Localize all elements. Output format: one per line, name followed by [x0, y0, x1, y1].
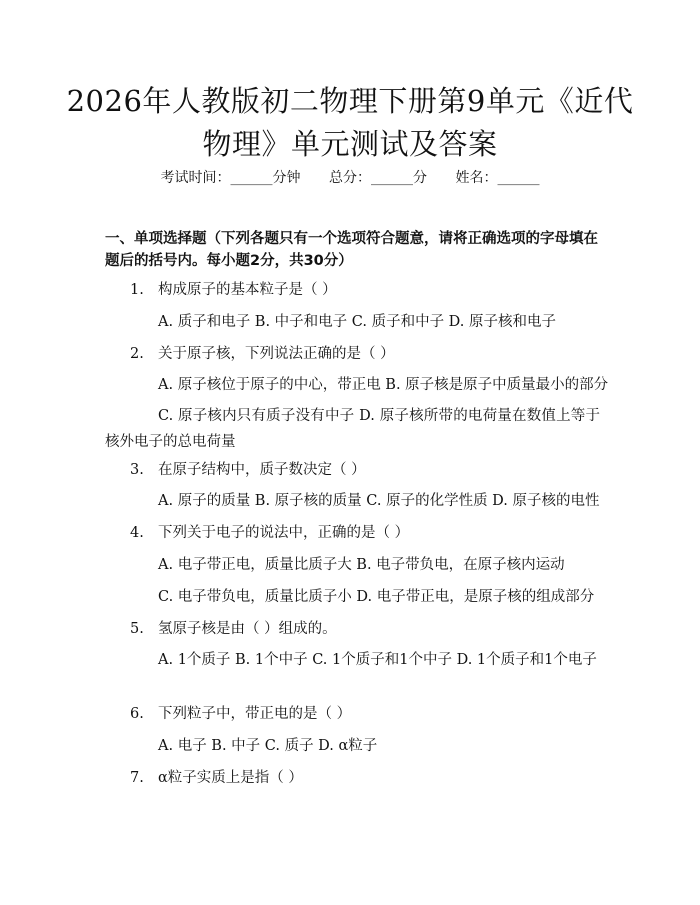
- question-text: 关于原子核，下列说法正确的是（ ）: [158, 346, 395, 362]
- question-options: A. 电子 B. 中子 C. 质子 D. α粒子: [158, 738, 378, 754]
- exam-score: 总分：______分: [329, 170, 427, 186]
- title-line-2: 物理》单元测试及答案: [202, 127, 498, 161]
- section-heading: 一、单项选择题（下列各题只有一个选项符合题意，请将正确选项的字母填在题后的括号内。每小题2分，共30分）: [105, 231, 598, 269]
- question-number: 7.: [130, 770, 144, 786]
- question-number: 3.: [130, 462, 144, 478]
- question-text: 在原子结构中，质子数决定（ ）: [158, 462, 366, 478]
- question-options: A. 质子和电子 B. 中子和电子 C. 质子和中子 D. 原子核和电子: [158, 314, 557, 330]
- student-name: 姓名：______: [455, 170, 540, 186]
- question-text: 下列粒子中，带正电的是（ ）: [158, 706, 352, 722]
- document-title: [60, 80, 640, 166]
- question-text: 下列关于电子的说法中，正确的是（ ）: [158, 525, 410, 541]
- question-options: A. 1个质子 B. 1个中子 C. 1个质子和1个中子 D. 1个质子和1个电子: [158, 652, 597, 668]
- question-number: 5.: [130, 621, 144, 637]
- question-options: A. 电子带正电，质量比质子大 B. 电子带负电，在原子核内运动: [158, 557, 565, 573]
- question-number: 2.: [130, 346, 144, 362]
- question-number: 4.: [130, 525, 144, 541]
- exam-meta: [0, 168, 700, 188]
- question-text: α粒子实质上是指（ ）: [158, 770, 303, 786]
- question-number: 1.: [130, 282, 144, 298]
- question-options: A. 原子的质量 B. 原子核的质量 C. 原子的化学性质 D. 原子核的电性: [158, 493, 600, 509]
- question-options: C. 原子核内只有质子没有中子 D. 原子核所带的电荷量在数值上等于核外电子的总电荷量: [105, 408, 600, 450]
- exam-time: 考试时间：______分钟: [160, 170, 301, 186]
- question-text: 构成原子的基本粒子是（ ）: [158, 282, 337, 298]
- question-options: A. 原子核位于原子的中心，带正电 B. 原子核是原子中质量最小的部分: [158, 377, 609, 393]
- question-number: 6.: [130, 706, 144, 722]
- title-line-1: 2026年人教版初二物理下册第9单元《近代: [66, 84, 634, 118]
- question-options: C. 电子带负电，质量比质子小 D. 电子带正电，是原子核的组成部分: [158, 589, 595, 605]
- question-text: 氢原子核是由（ ）组成的。: [158, 621, 337, 637]
